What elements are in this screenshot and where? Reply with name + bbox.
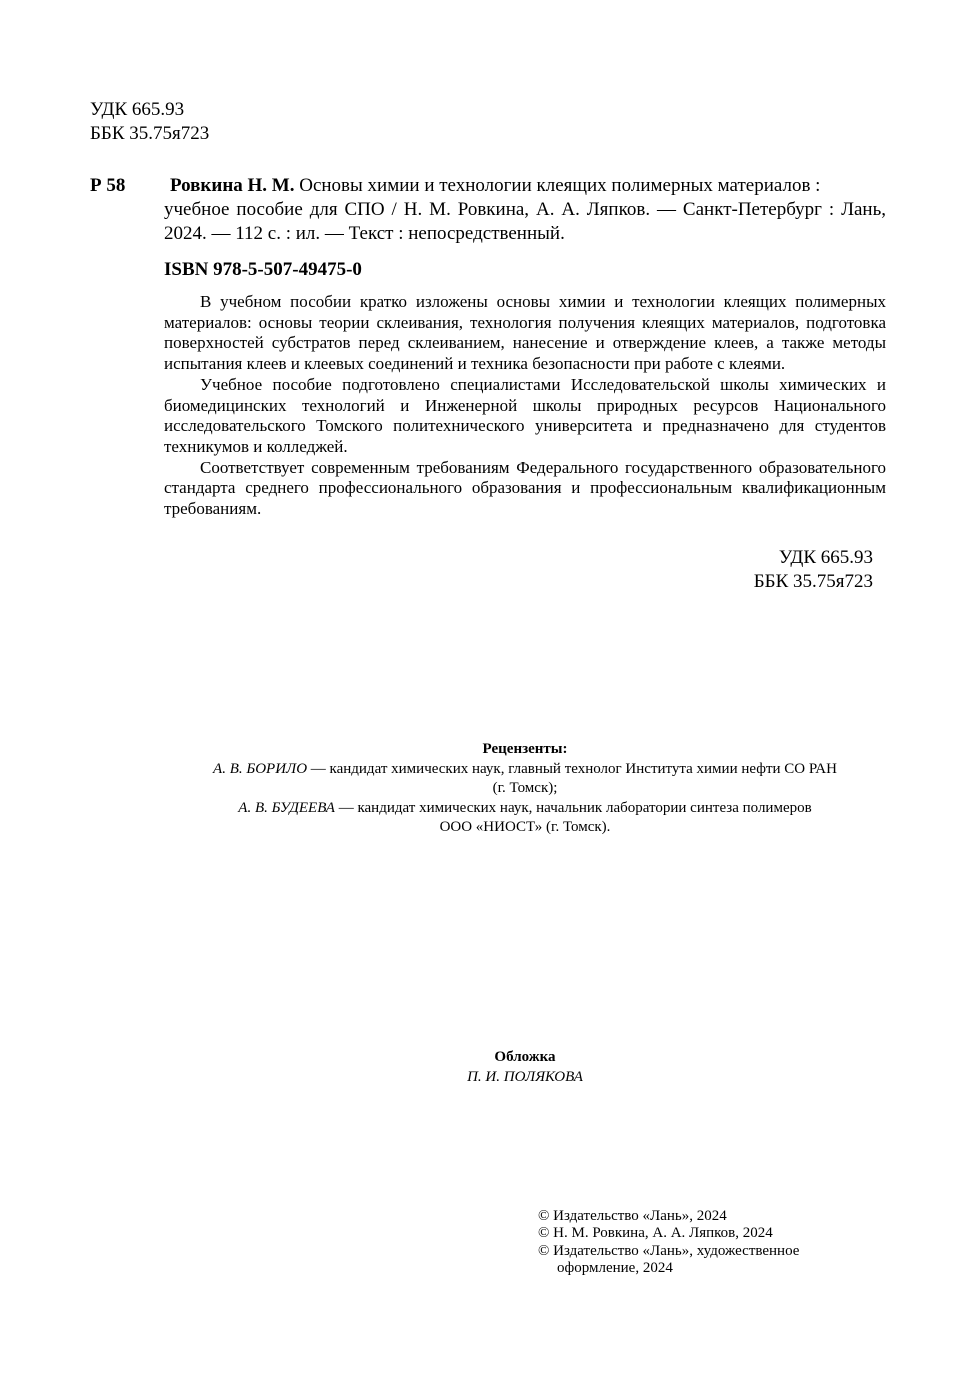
reviewer-2-org: ООО «НИОСТ» (г. Томск). [439, 819, 611, 835]
catalog-code: Р 58 [90, 175, 126, 196]
reviewer-description: — кандидат химических наук, главный технолог Института химии нефти СО РАН [310, 760, 837, 777]
copyright-line: © Издательство «Лань», художественное [538, 1242, 800, 1259]
reviewers-heading: Рецензенты: [482, 741, 568, 757]
abstract-paragraph: Соответствует современным требованиям Федерального государственного образовательного стандарта среднего профессионального образования и профессиональным квалификационным требованиям. [164, 457, 886, 519]
cover-heading: Обложка [494, 1049, 556, 1065]
copyright-line: © Н. М. Ровкина, А. А. Ляпков, 2024 [538, 1225, 773, 1242]
reviewer-name: А. В. БОРИЛО [213, 760, 308, 777]
bibliographic-citation [164, 174, 886, 246]
cover-credit [164, 1048, 886, 1087]
copyright-block [538, 1208, 898, 1278]
author-name: Ровкина Н. М. [170, 175, 295, 196]
reviewer-1-city: (г. Томск); [492, 780, 558, 796]
abstract-paragraph: В учебном пособии кратко изложены основы химии и технологии клеящих полимерных материалов: основы теории склеивания, технология получения клеящих материалов, подготовка поверхностей субстратов перед склеиванием, нанесение и отверждение клеев, а также методы испытания клеев и клеевых соединений и техника безопасности при работе с клеями. [164, 292, 886, 374]
classification-top [90, 98, 209, 146]
isbn: ISBN 978-5-507-49475-0 [164, 259, 362, 280]
cover-designer: П. И. ПОЛЯКОВА [467, 1068, 583, 1085]
reviewer-name: А. В. БУДЕЕВА [238, 799, 335, 816]
reviewers-block [164, 740, 886, 838]
copyright-line: оформление, 2024 [557, 1260, 673, 1277]
reviewer-2 [164, 799, 886, 819]
citation-details: учебное пособие для СПО / Н. М. Ровкина, А. А. Ляпков. — Санкт-Петербург : Лань, 2024. — 112 с. : ил. — Текст : непосредственный. [164, 199, 886, 244]
udk-code: УДК 665.93 [778, 547, 873, 568]
reviewer-1 [164, 760, 886, 780]
reviewer-description: — кандидат химических наук, начальник лаборатории синтеза полимеров [338, 799, 812, 816]
bbk-code: ББК 35.75я723 [753, 571, 873, 592]
udk-code: УДК 665.93 [90, 99, 185, 120]
bbk-code: ББК 35.75я723 [90, 123, 210, 144]
abstract [164, 292, 886, 520]
copyright-line: © Издательство «Лань», 2024 [538, 1208, 727, 1224]
classification-bottom [700, 546, 873, 594]
abstract-paragraph: Учебное пособие подготовлено специалистами Исследовательской школы химических и биомедицинских технологий и Инженерной школы природных ресурсов Национального исследовательского Томского политехнического университета и предназначено для студентов техникумов и колледжей. [164, 374, 886, 456]
book-title: Основы химии и технологии клеящих полимерных материалов : [299, 175, 821, 196]
